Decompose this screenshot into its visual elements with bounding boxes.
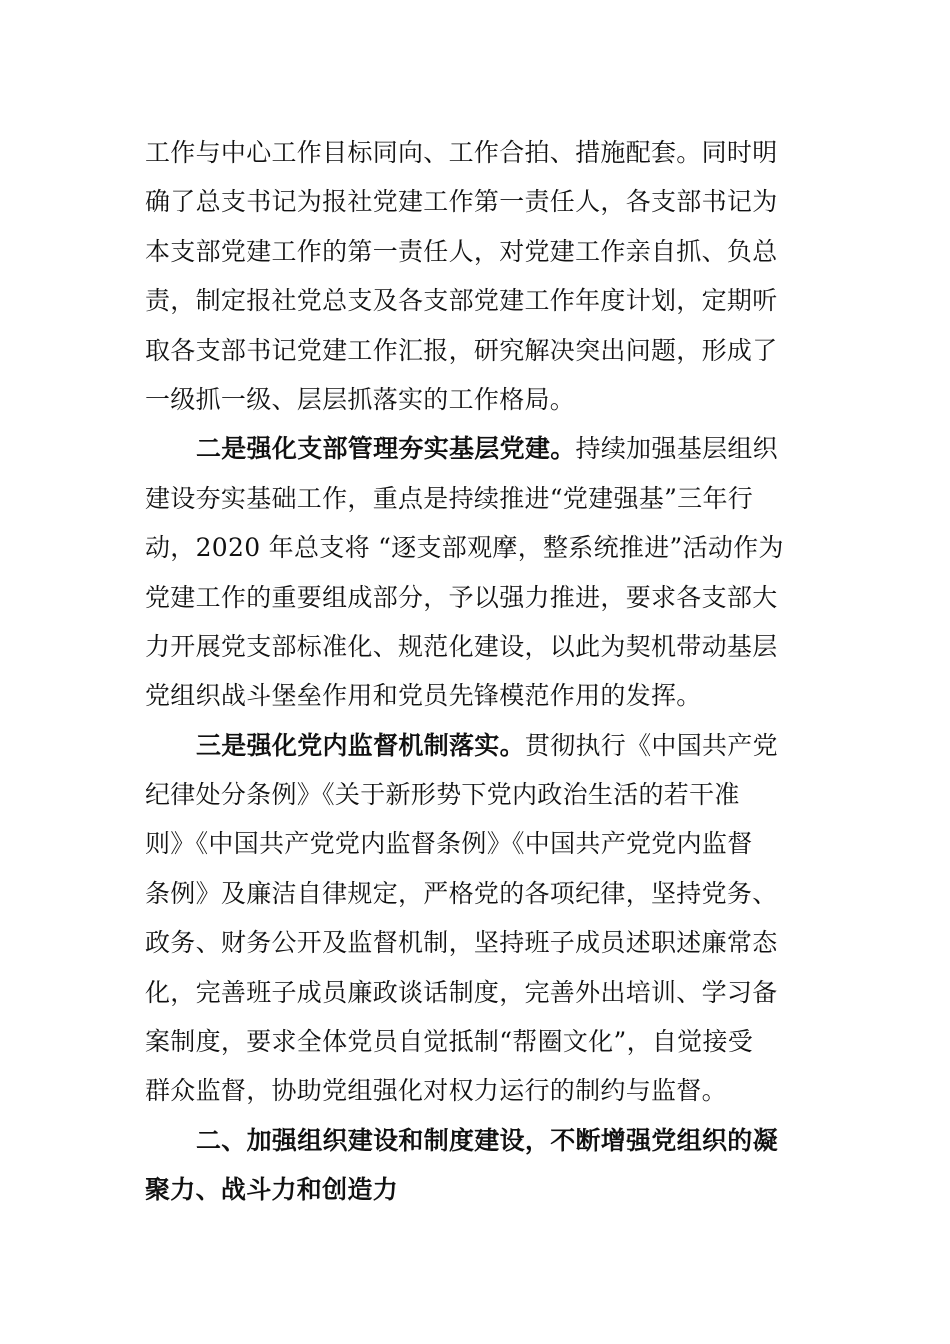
document-body xyxy=(145,128,800,1215)
text-line: 案制度，要求全体党员自觉抵制“帮圈文化”，自觉接受 xyxy=(145,1027,754,1057)
paragraph-supervision xyxy=(145,721,800,1116)
paragraph-lead-rest: 贯彻执行《中国共产党 xyxy=(524,730,778,760)
text-line: 建设夯实基础工作，重点是持续推进“党建强基”三年行 xyxy=(145,483,754,513)
paragraph-lead: 二是强化支部管理夯实基层党建。 xyxy=(196,434,576,464)
text-line: 政务、财务公开及监督机制，坚持班子成员述职述廉常态 xyxy=(145,928,778,958)
text-line: 责，制定报社党总支及各支部党建工作年度计划，定期听 xyxy=(145,286,778,316)
text-line: 确了总支书记为报社党建工作第一责任人，各支部书记为 xyxy=(145,187,778,217)
text-line: 动，2020 年总支将 “逐支部观摩，整系统推进”活动作为 xyxy=(145,533,784,563)
paragraph-continuation xyxy=(145,128,800,424)
heading-line: 聚力、战斗力和创造力 xyxy=(145,1175,399,1205)
text-line: 党建工作的重要组成部分，予以强力推进，要求各支部大 xyxy=(145,582,778,612)
paragraph-branch-management xyxy=(145,424,800,720)
text-line: 则》《中国共产党党内监督条例》《中国共产党党内监督 xyxy=(145,829,753,859)
text-line: 一级抓一级、层层抓落实的工作格局。 xyxy=(145,384,576,414)
section-heading xyxy=(145,1116,800,1215)
text-line: 力开展党支部标准化、规范化建设，以此为契机带动基层 xyxy=(145,631,778,661)
text-line: 群众监督，协助党组强化对权力运行的制约与监督。 xyxy=(145,1076,727,1106)
heading-line: 二、加强组织建设和制度建设，不断增强党组织的凝 xyxy=(196,1125,778,1155)
paragraph-lead: 三是强化党内监督机制落实。 xyxy=(196,730,525,760)
text-line: 本支部党建工作的第一责任人，对党建工作亲自抓、负总 xyxy=(145,236,778,266)
text-line: 党组织战斗堡垒作用和党员先锋模范作用的发挥。 xyxy=(145,681,702,711)
text-line: 工作与中心工作目标同向、工作合拍、措施配套。同时明 xyxy=(145,138,778,167)
text-line: 化，完善班子成员廉政谈话制度，完善外出培训、学习备 xyxy=(145,977,778,1007)
text-line xyxy=(145,721,800,770)
paragraph-lead-rest: 持续加强基层组织 xyxy=(575,434,778,464)
text-line: 条例》及廉洁自律规定，严格党的各项纪律，坚持党务、 xyxy=(145,878,778,908)
text-line xyxy=(145,424,800,473)
text-line: 取各支部书记党建工作汇报，研究解决突出问题，形成了 xyxy=(145,335,778,365)
text-line: 纪律处分条例》《关于新形势下党内政治生活的若干准 xyxy=(145,780,740,810)
